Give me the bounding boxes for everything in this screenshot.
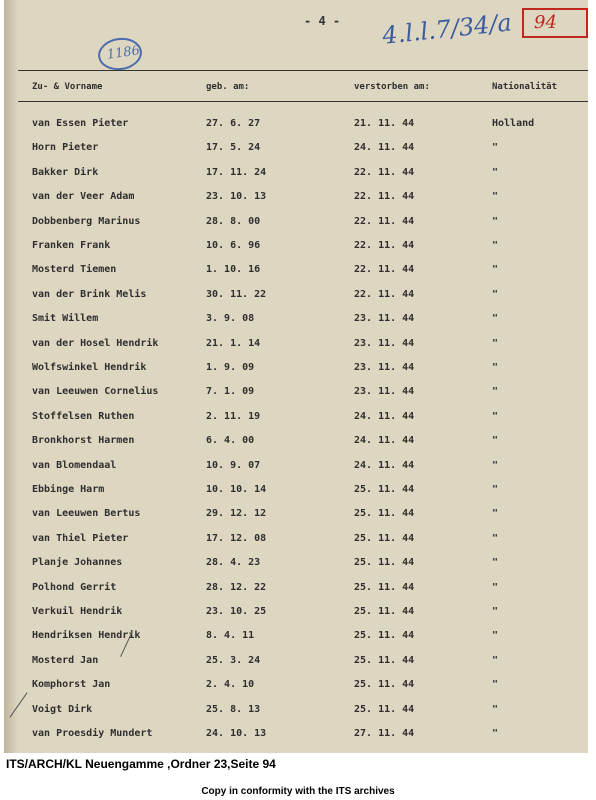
cell-died: 25. 11. 44 bbox=[354, 484, 415, 495]
cell-name: Smit Willem bbox=[32, 313, 99, 325]
cell-nat: " bbox=[492, 191, 499, 203]
cell-nat: " bbox=[492, 703, 499, 715]
cell-born: 28. 12. 22 bbox=[206, 581, 267, 593]
cell-name: Stoffelsen Ruthen bbox=[32, 410, 135, 422]
archive-footer: Copy in conformity with the ITS archives bbox=[201, 786, 395, 797]
cell-died: 22. 11. 44 bbox=[354, 215, 415, 227]
cell-name: Voigt Dirk bbox=[32, 703, 93, 715]
cell-nat: " bbox=[492, 484, 499, 495]
header-died: verstorben am: bbox=[354, 82, 430, 92]
archive-stamp bbox=[522, 8, 588, 38]
pencil-stroke bbox=[9, 692, 27, 717]
cell-nat: " bbox=[492, 459, 499, 471]
cell-born: 30. 11. 22 bbox=[206, 288, 267, 300]
cell-nat: " bbox=[492, 435, 499, 447]
header-rule bbox=[18, 101, 588, 102]
cell-nat: " bbox=[492, 679, 499, 691]
cell-died: 25. 11. 44 bbox=[354, 557, 415, 569]
cell-name: van Essen Pieter bbox=[32, 118, 129, 129]
header-name: Zu- & Vorname bbox=[32, 82, 103, 92]
cell-name: Horn Pieter bbox=[32, 142, 99, 154]
header-nationality: Nationalität bbox=[492, 82, 558, 92]
cell-nat: " bbox=[492, 166, 499, 178]
cell-born: 17. 11. 24 bbox=[206, 166, 267, 178]
cell-died: 23. 11. 44 bbox=[354, 313, 415, 325]
archive-caption: ITS/ARCH/KL Neuengamme ,Ordner 23,Seite 94 bbox=[6, 757, 276, 771]
cell-born: 10. 9. 07 bbox=[206, 459, 261, 471]
circled-number-mark bbox=[96, 35, 144, 73]
cell-died: 25. 11. 44 bbox=[354, 630, 415, 642]
cell-name: Planje Johannes bbox=[32, 557, 123, 569]
cell-name: Dobbenberg Marinus bbox=[32, 215, 141, 227]
cell-died: 22. 11. 44 bbox=[354, 166, 415, 178]
cell-born: 1. 10. 16 bbox=[206, 264, 261, 276]
cell-nat: " bbox=[492, 654, 499, 666]
cell-born: 24. 10. 13 bbox=[206, 728, 267, 739]
cell-name: van Blomendaal bbox=[32, 459, 117, 471]
cell-nat: Holland bbox=[492, 118, 535, 129]
cell-nat: " bbox=[492, 337, 499, 349]
cell-died: 25. 11. 44 bbox=[354, 703, 415, 715]
cell-died: 24. 11. 44 bbox=[354, 435, 415, 447]
cell-nat: " bbox=[492, 386, 499, 398]
cell-born: 2. 11. 19 bbox=[206, 410, 261, 422]
cell-died: 22. 11. 44 bbox=[354, 288, 415, 300]
cell-name: van Leeuwen Cornelius bbox=[32, 386, 159, 398]
cell-nat: " bbox=[492, 264, 499, 276]
cell-nat: " bbox=[492, 240, 499, 251]
cell-died: 23. 11. 44 bbox=[354, 337, 415, 349]
page-number: - 4 - bbox=[304, 14, 341, 28]
cell-died: 25. 11. 44 bbox=[354, 532, 415, 544]
cell-died: 22. 11. 44 bbox=[354, 191, 415, 203]
cell-born: 10. 10. 14 bbox=[206, 484, 267, 495]
cell-name: van der Hosel Hendrik bbox=[32, 337, 159, 349]
cell-born: 6. 4. 00 bbox=[206, 435, 255, 447]
cell-born: 8. 4. 11 bbox=[206, 630, 255, 642]
cell-name: Verkuil Hendrik bbox=[32, 606, 123, 617]
cell-nat: " bbox=[492, 630, 499, 642]
cell-born: 17. 12. 08 bbox=[206, 532, 267, 544]
cell-born: 10. 6. 96 bbox=[206, 240, 261, 251]
cell-born: 25. 3. 24 bbox=[206, 654, 261, 666]
top-rule bbox=[18, 70, 588, 71]
cell-died: 25. 11. 44 bbox=[354, 508, 415, 520]
cell-born: 23. 10. 25 bbox=[206, 606, 267, 617]
cell-died: 25. 11. 44 bbox=[354, 654, 415, 666]
cell-born: 2. 4. 10 bbox=[206, 679, 255, 691]
cell-died: 21. 11. 44 bbox=[354, 118, 415, 129]
cell-name: Bakker Dirk bbox=[32, 166, 99, 178]
cell-nat: " bbox=[492, 410, 499, 422]
cell-born: 28. 4. 23 bbox=[206, 557, 261, 569]
cell-died: 24. 11. 44 bbox=[354, 459, 415, 471]
cell-name: van Leeuwen Bertus bbox=[32, 508, 141, 520]
cell-died: 24. 11. 44 bbox=[354, 142, 415, 154]
cell-name: van der Brink Melis bbox=[32, 288, 147, 300]
cell-nat: " bbox=[492, 362, 499, 373]
cell-name: van der Veer Adam bbox=[32, 191, 135, 203]
cell-name: van Thiel Pieter bbox=[32, 532, 129, 544]
cell-nat: " bbox=[492, 606, 499, 617]
cell-died: 27. 11. 44 bbox=[354, 728, 415, 739]
cell-nat: " bbox=[492, 728, 499, 739]
cell-name: van Proesdiy Mundert bbox=[32, 728, 153, 739]
cell-born: 28. 8. 00 bbox=[206, 215, 261, 227]
cell-born: 27. 6. 27 bbox=[206, 118, 261, 129]
cell-born: 3. 9. 08 bbox=[206, 313, 255, 325]
cell-name: Ebbinge Harm bbox=[32, 484, 105, 495]
cell-nat: " bbox=[492, 532, 499, 544]
document-page bbox=[4, 0, 588, 753]
cell-died: 22. 11. 44 bbox=[354, 240, 415, 251]
cell-born: 1. 9. 09 bbox=[206, 362, 255, 373]
stamp-number: 94 bbox=[534, 12, 557, 33]
cell-nat: " bbox=[492, 313, 499, 325]
cell-died: 25. 11. 44 bbox=[354, 606, 415, 617]
cell-nat: " bbox=[492, 142, 499, 154]
circled-number: 1186 bbox=[106, 43, 141, 63]
cell-name: Franken Frank bbox=[32, 240, 111, 251]
cell-born: 29. 12. 12 bbox=[206, 508, 267, 520]
cell-nat: " bbox=[492, 288, 499, 300]
cell-born: 25. 8. 13 bbox=[206, 703, 261, 715]
cell-born: 7. 1. 09 bbox=[206, 386, 255, 398]
cell-died: 22. 11. 44 bbox=[354, 264, 415, 276]
cell-name: Mosterd Jan bbox=[32, 654, 99, 666]
cell-died: 25. 11. 44 bbox=[354, 679, 415, 691]
cell-name: Wolfswinkel Hendrik bbox=[32, 362, 147, 373]
cell-nat: " bbox=[492, 557, 499, 569]
cell-died: 23. 11. 44 bbox=[354, 362, 415, 373]
cell-died: 25. 11. 44 bbox=[354, 581, 415, 593]
cell-died: 23. 11. 44 bbox=[354, 386, 415, 398]
cell-nat: " bbox=[492, 508, 499, 520]
cell-born: 23. 10. 13 bbox=[206, 191, 267, 203]
cell-name: Hendriksen Hendrik bbox=[32, 630, 141, 642]
cell-name: Bronkhorst Harmen bbox=[32, 435, 135, 447]
cell-died: 24. 11. 44 bbox=[354, 410, 415, 422]
cell-name: Polhond Gerrit bbox=[32, 581, 117, 593]
cell-born: 17. 5. 24 bbox=[206, 142, 261, 154]
cell-nat: " bbox=[492, 581, 499, 593]
header-born: geb. am: bbox=[206, 82, 250, 92]
handwritten-reference: 4.l.l.7/34/a bbox=[381, 8, 514, 50]
cell-nat: " bbox=[492, 215, 499, 227]
cell-name: Komphorst Jan bbox=[32, 679, 111, 691]
cell-born: 21. 1. 14 bbox=[206, 337, 261, 349]
cell-name: Mosterd Tiemen bbox=[32, 264, 117, 276]
